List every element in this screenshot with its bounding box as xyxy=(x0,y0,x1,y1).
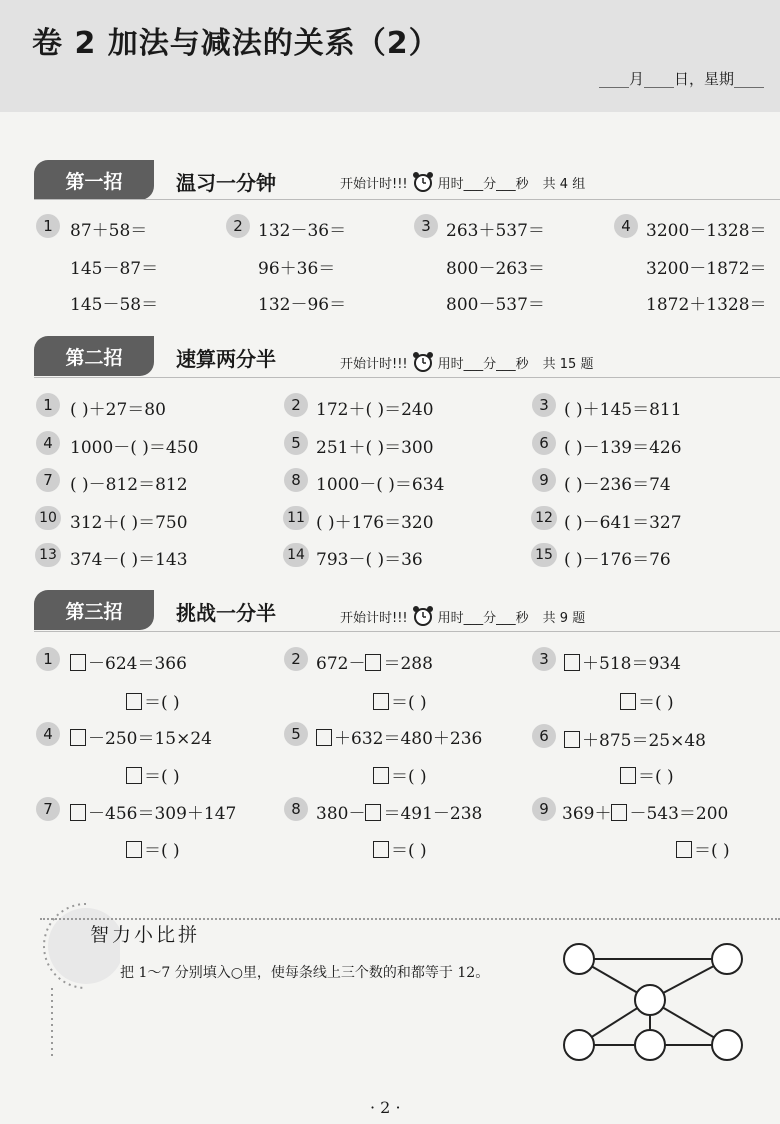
question-number: 3 xyxy=(532,647,556,671)
section-timer-3 xyxy=(340,605,585,627)
question-number: 15 xyxy=(531,543,557,567)
alarm-clock-icon xyxy=(412,171,434,193)
question-number: 1 xyxy=(36,393,60,417)
blank-box xyxy=(70,804,86,821)
section-count: 共 15 题 xyxy=(542,356,594,372)
timer-start-text: 开始计时!!! xyxy=(340,610,408,626)
blank-box xyxy=(620,693,636,710)
equation: 800－537＝ xyxy=(446,295,545,315)
section-divider xyxy=(34,199,780,200)
equation: 374－( )＝143 xyxy=(70,550,188,570)
equation: ( )＋176＝320 xyxy=(316,513,434,533)
question-number: 7 xyxy=(36,468,60,492)
blank-box xyxy=(620,767,636,784)
timer-used-text: 用时___分___秒 xyxy=(437,610,529,626)
timer-used-text: 用时___分___秒 xyxy=(437,176,529,192)
section-name-3: 挑战一分半 xyxy=(176,601,276,625)
puzzle-circle xyxy=(635,1030,665,1060)
section-divider xyxy=(34,631,780,632)
equation: 3200－1872＝ xyxy=(646,259,767,279)
question-number: 2 xyxy=(284,393,308,417)
blank-box xyxy=(126,767,142,784)
equation: 800－263＝ xyxy=(446,259,545,279)
question-number: 9 xyxy=(532,468,556,492)
question-number: 8 xyxy=(284,468,308,492)
blank-box xyxy=(126,693,142,710)
equation: 87＋58＝ xyxy=(70,221,148,241)
equation: 3200－1328＝ xyxy=(646,221,767,241)
blank-box xyxy=(365,804,381,821)
puzzle-title: 智力小比拼 xyxy=(90,924,201,946)
equation: 96＋36＝ xyxy=(258,259,336,279)
question-number: 5 xyxy=(284,431,308,455)
page-number: · 2 · xyxy=(370,1098,401,1117)
blank-box xyxy=(373,841,389,858)
equation: ＋632＝480＋236 xyxy=(316,724,482,749)
section-divider xyxy=(34,377,780,378)
page-title: 卷 2 加法与减法的关系（2） xyxy=(32,26,440,61)
question-number: 1 xyxy=(36,214,60,238)
puzzle-decoration xyxy=(0,890,120,1070)
puzzle-circle xyxy=(564,1030,594,1060)
blank-box xyxy=(365,654,381,671)
equation: ( )＋27＝80 xyxy=(70,400,166,420)
question-number: 10 xyxy=(35,506,61,530)
blank-box xyxy=(70,729,86,746)
section-name-1: 温习一分钟 xyxy=(176,171,276,195)
alarm-clock-icon xyxy=(412,605,434,627)
equation: ( )－641＝327 xyxy=(564,513,682,533)
timer-used-text: 用时___分___秒 xyxy=(437,356,529,372)
equation: ( )－812＝812 xyxy=(70,475,188,495)
equation: 369＋ －543＝200 xyxy=(562,804,729,824)
equation: ( )－236＝74 xyxy=(564,475,671,495)
section-timer-1 xyxy=(340,171,585,193)
equation: 132－36＝ xyxy=(258,221,347,241)
question-number: 2 xyxy=(226,214,250,238)
blank-box xyxy=(564,654,580,671)
question-number: 12 xyxy=(531,506,557,530)
equation: 672－ ＝288 xyxy=(316,654,433,674)
question-number: 7 xyxy=(36,797,60,821)
answer-line: ＝( ) xyxy=(373,836,427,861)
section-badge-1: 第一招 xyxy=(34,160,154,200)
section-timer-2 xyxy=(340,351,593,373)
question-number: 9 xyxy=(532,797,556,821)
answer-line: ＝( ) xyxy=(373,688,427,713)
answer-line: ＝( ) xyxy=(126,836,180,861)
equation: 793－( )＝36 xyxy=(316,550,423,570)
question-number: 13 xyxy=(35,543,61,567)
timer-start-text: 开始计时!!! xyxy=(340,176,408,192)
equation: 172＋( )＝240 xyxy=(316,400,434,420)
question-number: 4 xyxy=(36,431,60,455)
section-count: 共 4 组 xyxy=(542,176,586,192)
blank-box xyxy=(126,841,142,858)
equation: 380－ ＝491－238 xyxy=(316,804,483,824)
equation: －624＝366 xyxy=(70,649,187,674)
equation: 251＋( )＝300 xyxy=(316,438,434,458)
answer-line: ＝( ) xyxy=(620,762,674,787)
blank-box xyxy=(373,767,389,784)
blank-box xyxy=(676,841,692,858)
question-number: 5 xyxy=(284,722,308,746)
question-number: 3 xyxy=(414,214,438,238)
question-number: 6 xyxy=(532,431,556,455)
equation: 263＋537＝ xyxy=(446,221,545,241)
answer-line: ＝( ) xyxy=(126,688,180,713)
equation: －250＝15×24 xyxy=(70,724,212,749)
section-badge-3: 第三招 xyxy=(34,590,154,630)
equation: 1872＋1328＝ xyxy=(646,295,767,315)
puzzle-instruction: 把 1～7 分别填入○里，使每条线上三个数的和都等于 12。 xyxy=(120,965,490,981)
answer-line: ＝( ) xyxy=(676,836,730,861)
blank-box xyxy=(316,729,332,746)
blank-box xyxy=(70,654,86,671)
puzzle-circle xyxy=(712,944,742,974)
equation: ( )－139＝426 xyxy=(564,438,682,458)
section-name-2: 速算两分半 xyxy=(176,347,276,371)
answer-line: ＝( ) xyxy=(620,688,674,713)
answer-line: ＝( ) xyxy=(373,762,427,787)
question-number: 8 xyxy=(284,797,308,821)
blank-box xyxy=(373,693,389,710)
equation: 1000－( )＝634 xyxy=(316,475,445,495)
question-number: 4 xyxy=(36,722,60,746)
question-number: 14 xyxy=(283,543,309,567)
equation: ( )＋145＝811 xyxy=(564,400,682,420)
equation: ( )－176＝76 xyxy=(564,550,671,570)
blank-box xyxy=(564,731,580,748)
timer-start-text: 开始计时!!! xyxy=(340,356,408,372)
equation: 312＋( )＝750 xyxy=(70,513,188,533)
question-number: 4 xyxy=(614,214,638,238)
date-line: ____月____日，星期____ xyxy=(598,70,764,88)
equation: 145－87＝ xyxy=(70,259,159,279)
blank-box xyxy=(611,804,627,821)
equation: ＋875＝25×48 xyxy=(564,726,706,751)
equation: －456＝309＋147 xyxy=(70,799,236,824)
alarm-clock-icon xyxy=(412,351,434,373)
puzzle-circle xyxy=(564,944,594,974)
question-number: 1 xyxy=(36,647,60,671)
question-number: 6 xyxy=(532,724,556,748)
question-number: 2 xyxy=(284,647,308,671)
equation: ＋518＝934 xyxy=(564,649,681,674)
puzzle-circle-diagram xyxy=(556,938,750,1064)
equation: 145－58＝ xyxy=(70,295,159,315)
equation: 1000－( )＝450 xyxy=(70,438,199,458)
section-count: 共 9 题 xyxy=(542,610,586,626)
question-number: 11 xyxy=(283,506,309,530)
answer-line: ＝( ) xyxy=(126,762,180,787)
question-number: 3 xyxy=(532,393,556,417)
puzzle-circle xyxy=(635,985,665,1015)
equation: 132－96＝ xyxy=(258,295,347,315)
puzzle-circle xyxy=(712,1030,742,1060)
section-badge-2: 第二招 xyxy=(34,336,154,376)
